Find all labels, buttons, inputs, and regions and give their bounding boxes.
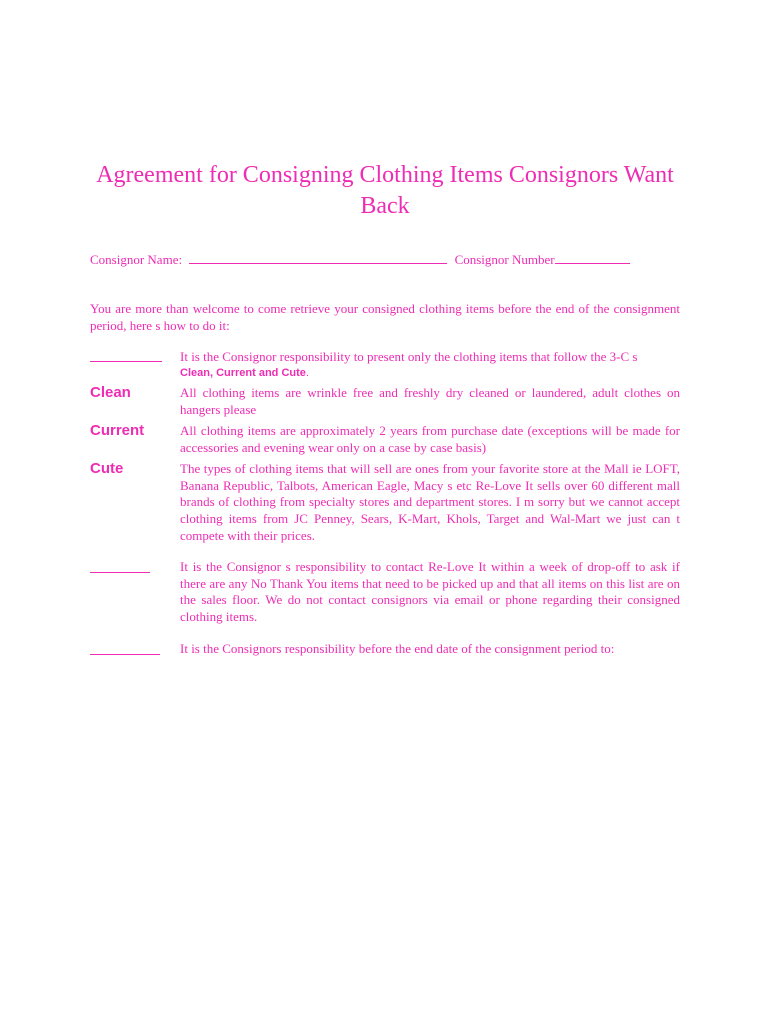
initial-blank-3[interactable] [90,654,160,655]
cute-label: Cute [90,460,124,477]
three-cs-line [180,366,680,381]
item-1-text: It is the Consignor responsibility to present only the clothing items that follow the 3-C s [180,349,638,364]
initial-blank-1[interactable] [90,361,162,362]
cute-paragraph: The types of clothing items that will sell are ones from your favorite store at the Mall ie LOFT, Banana Republic, Talbots, American Eagle, Macy s etc Re-Love It sells over 60 different mall brands of clothing from specialty stores and department stores. I m sorry but we cannot accept clothing items from JC Penney, Sears, K-Mart, Khols, Target and Wal-Mart we just can t compete with their prices. [180,461,680,543]
clean-label: Clean [90,384,131,401]
item-1-paragraph [180,349,680,381]
consignor-number-label: Consignor Number [454,252,555,267]
consignor-name-label: Consignor Name: [90,252,183,267]
three-cs-suffix: . [305,366,309,379]
current-label: Current [90,422,145,439]
consignor-name-field[interactable] [189,253,447,264]
current-paragraph: All clothing items are approximately 2 years from purchase date (exceptions will be made for accessories and evening wear only on a case by case basis) [180,423,680,455]
clean-paragraph: All clothing items are wrinkle free and freshly dry cleaned or laundered, adult clothes on hangers please [180,385,680,417]
intro-paragraph: You are more than welcome to come retrieve your consigned clothing items before the end of the consignment period, here s how to do it: [90,301,680,333]
initial-blank-2[interactable] [90,572,150,573]
consignor-number-field[interactable] [555,253,630,264]
document-title: Agreement for Consigning Clothing Items Consignors Want Back [96,162,674,219]
three-cs-emphasis: Clean, Current and Cute [180,366,306,379]
item-2-paragraph: It is the Consignor s responsibility to contact Re-Love It within a week of drop-off to ask if there are any No Thank You items that need to be picked up and that all items on this list are on the sales floor. We do not contact consignors via email or phone regarding their consigned clothing items. [180,559,680,625]
consignor-info-row [90,252,680,268]
item-3-paragraph: It is the Consignors responsibility before the end date of the consignment period to: [180,641,615,656]
